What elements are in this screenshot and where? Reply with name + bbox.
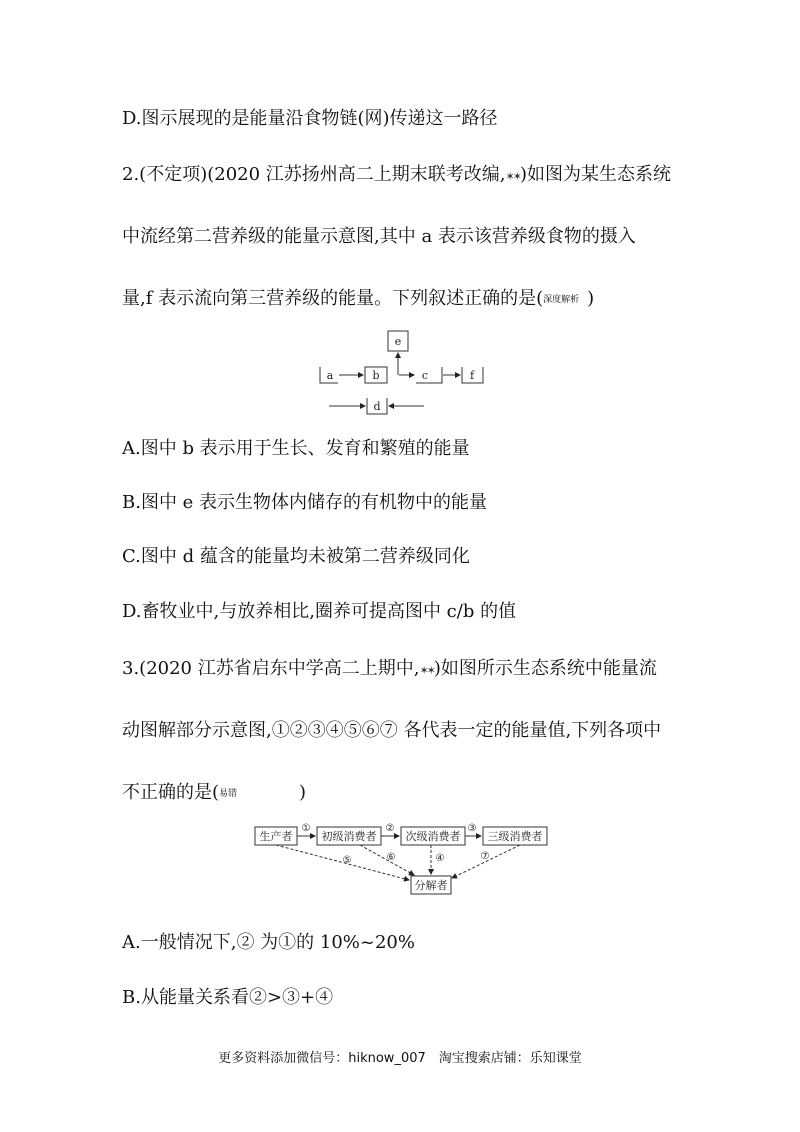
question-3-text-end: 不正确的是( [122,782,220,803]
num-3: ③ [467,823,477,834]
option-d-q2: D.畜牧业中,与放养相比,圈养可提高图中 c/b 的值 [122,601,517,622]
box-f [462,367,483,383]
num-1: ① [301,823,311,834]
question-3-line-3 [122,781,306,806]
box-secondary [401,827,465,845]
footer-ad: 更多资料添加微信号：hiknow_007 淘宝搜索店铺：乐知课堂 [218,1051,582,1066]
option-b-q2: B.图中 e 表示生物体内储存的有机物中的能量 [122,492,488,513]
question-3-paren: ) [299,782,307,803]
num-6: ⑥ [386,852,396,863]
option-a-q3: A.一般情况下,② 为①的 10%~20% [122,932,415,953]
label-f: f [469,369,475,382]
num-2: ② [385,823,395,834]
option-a-q2: A.图中 b 表示用于生长、发育和繁殖的能量 [122,438,470,459]
question-2-text-end: 量,f 表示流向第三营养级的能量。下列叙述正确的是( [122,288,544,309]
option-c-q2: C.图中 d 蕴含的能量均未被第二营养级同化 [122,546,470,567]
difficulty-stars-icon: ✶✶ [419,664,434,677]
option-b-q3: B.从能量关系看②>③+④ [122,987,334,1008]
question-3-text-cont: )如图所示生态系统中能量流 [433,658,657,679]
question-3-line-1 [122,657,657,683]
box-a [320,367,338,383]
label-c: c [421,369,429,382]
label-producer: 生产者 [259,830,293,843]
box-primary [317,827,381,845]
question-2-text-cont: )如图为某生态系统 [519,164,671,185]
label-d: d [373,400,381,413]
error-prone-tag: 易错 [219,789,238,799]
option-d-q1: D.图示展现的是能量沿食物链(网)传递这一路径 [122,108,498,129]
box-d [367,398,387,414]
box-producer [255,827,297,845]
num-5: ⑤ [342,855,352,866]
box-tertiary [483,827,547,845]
label-e: e [394,335,402,348]
label-b: b [372,369,380,382]
deep-analysis-tag: 深度解析 [543,295,580,305]
box-decomposer [411,876,451,894]
difficulty-stars-icon: ✶✶ [505,170,520,183]
question-2-line-2: 中流经第二营养级的能量示意图,其中 a 表示该营养级食物的摄入 [122,226,636,247]
question-2-paren: ) [587,288,595,309]
box-c [416,367,442,383]
label-tertiary: 三级消费者 [487,830,543,843]
question-3-text: 3.(2020 江苏省启东中学高二上期中, [122,658,420,679]
question-2-text: 2.(不定项)(2020 江苏扬州高二上期末联考改编, [122,164,506,185]
num-7: ⑦ [480,851,490,862]
question-2-line-3 [122,287,594,312]
label-secondary: 次级消费者 [405,830,461,843]
box-e [388,331,408,351]
question-2-line-1 [122,163,671,189]
label-primary: 初级消费者 [321,830,377,843]
question-3-line-2: 动图解部分示意图,①②③④⑤⑥⑦ 各代表一定的能量值,下列各项中 [122,720,662,741]
box-b [365,367,387,383]
num-4: ④ [435,853,445,864]
label-decomposer: 分解者 [414,879,448,892]
label-a: a [326,369,334,382]
